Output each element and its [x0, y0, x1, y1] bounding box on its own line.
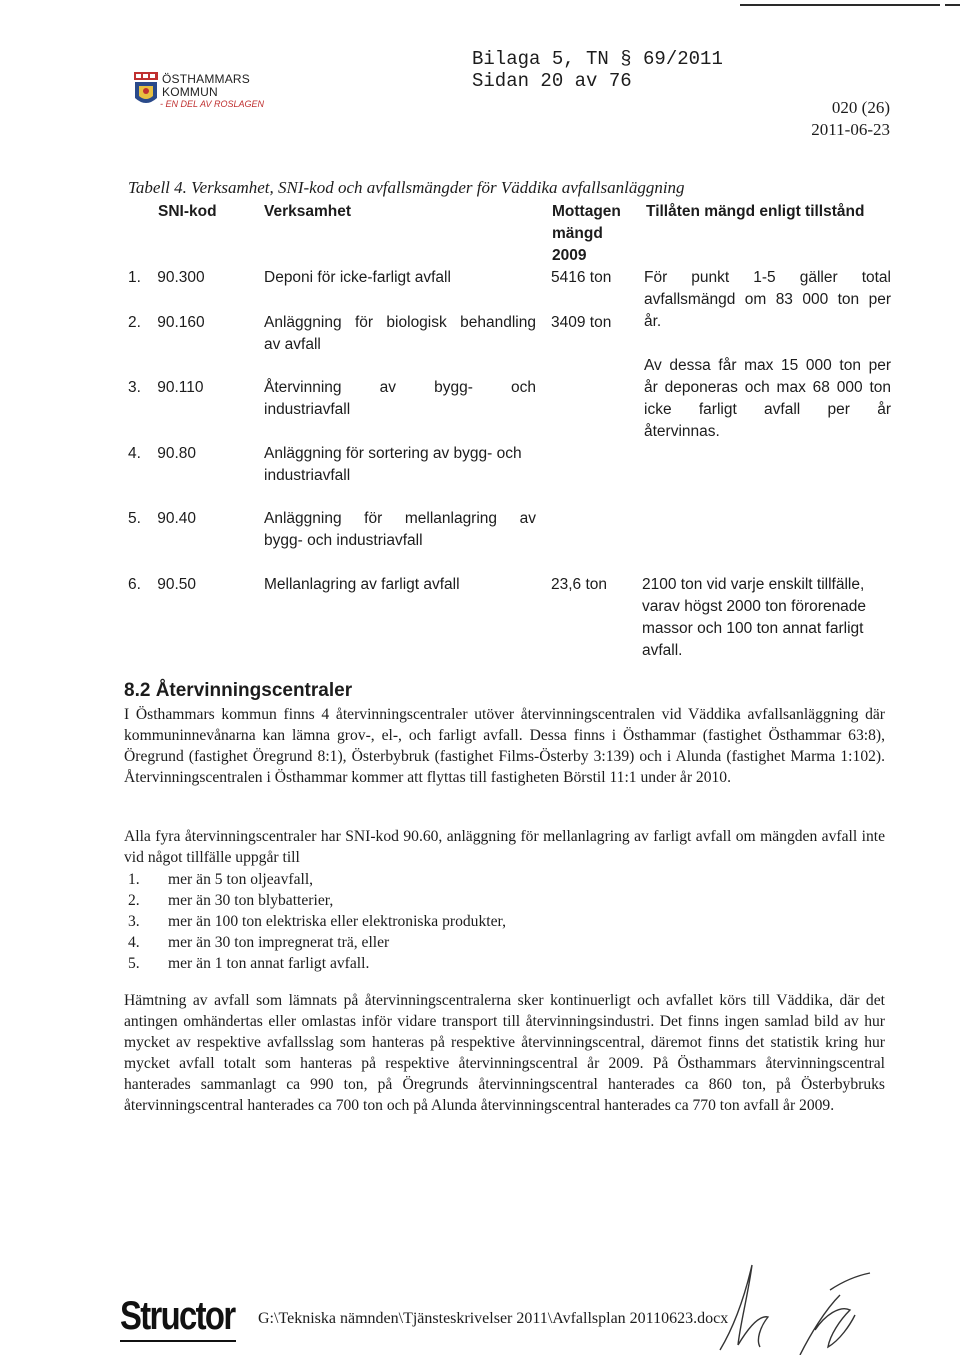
header-mottagen-line1: Mottagen — [552, 203, 621, 220]
activity-line: Mellanlagring av farligt avfall — [264, 576, 460, 593]
list-text: mer än 100 ton elektriska eller elektroniska produkter, — [168, 913, 506, 930]
list-item — [128, 911, 506, 932]
row-number: 5. — [128, 510, 141, 527]
sni-code: 90.40 — [157, 510, 197, 527]
document-reference — [811, 97, 890, 141]
appendix-line: Bilaga 5, TN § 69/2011 — [472, 48, 723, 70]
structor-logo-underline — [120, 1340, 236, 1342]
sni-code: 90.50 — [157, 576, 197, 593]
logo-name — [162, 73, 250, 99]
list-item — [128, 932, 506, 953]
table-row-5-code — [128, 508, 248, 530]
permit-note-hazardous — [642, 574, 892, 662]
list-item — [128, 890, 506, 911]
table-caption: Tabell 4. Verksamhet, SNI-kod och avfallsmängder för Väddika avfallsanläggning — [128, 178, 685, 197]
logo-name-line1: ÖSTHAMMARS — [162, 72, 251, 86]
table-row-5-activity — [264, 508, 536, 552]
list-text: mer än 30 ton impregnerat trä, eller — [168, 934, 390, 951]
note-line: Av dessa får max 15 000 ton per — [644, 357, 891, 374]
sni-code: 90.110 — [157, 379, 204, 396]
header-mottagen-line3: 2009 — [552, 247, 587, 264]
sni-code: 90.300 — [157, 269, 205, 286]
table-row-4-activity — [264, 443, 536, 487]
activity-line: industriavfall — [264, 401, 351, 418]
list-item — [128, 953, 506, 974]
threshold-list — [128, 869, 506, 974]
activity-line: bygg- och industriavfall — [264, 532, 423, 549]
paragraph-centers: I Östhammars kommun finns 4 återvinningscentraler utöver återvinningscentralen vid Väddika avfallsanläggning där kommuninnevånarna kan lämna grov-, el-, och farligt avfall. Dessa finns i Östhammar (fastighet Östhammar 63:8), Öregrund (fastighet Öregrund 8:1), Österbybruk (fastighet Films-Österby 3:139) och i Alunda (fastighet Marma 1:102). Återvinningscentralen i Östhammar kommer att flyttas till fastigheten Börstil 11:1 under år 2010. — [124, 706, 885, 786]
appendix-stamp — [472, 48, 723, 92]
sni-code: 90.160 — [157, 314, 205, 331]
table-row-1-activity — [264, 267, 536, 289]
permit-note-breakdown — [644, 355, 891, 443]
table-row-2-activity — [264, 312, 536, 356]
list-number: 4. — [128, 934, 140, 951]
activity-line: av avfall — [264, 336, 321, 353]
activity-line: Deponi för icke-farligt avfall — [264, 269, 451, 286]
logo-name-line2: KOMMUN — [162, 85, 218, 99]
note-line: varav högst 2000 ton förorenade — [642, 598, 867, 615]
header-verksamhet: Verksamhet — [264, 203, 352, 220]
table-row-6-activity — [264, 574, 536, 596]
file-path: G:\Tekniska nämnden\Tjänsteskrivelser 2011\Avfallsplan 20110623.docx — [258, 1310, 729, 1327]
section-heading: 8.2 Återvinningscentraler — [124, 680, 353, 701]
activity-line: industriavfall — [264, 467, 351, 484]
note-line: avfallsmängd om 83 000 ton per — [644, 291, 891, 308]
table-row-3-activity — [264, 377, 536, 421]
note-line: 2100 ton vid varje enskilt tillfälle, — [642, 576, 865, 593]
list-text: mer än 5 ton oljeavfall, — [168, 871, 314, 888]
table-row-4-code — [128, 443, 248, 465]
note-line: år deponeras och max 68 000 ton — [644, 379, 891, 396]
document-date: 2011-06-23 — [811, 120, 890, 139]
paragraph-sni-code: Alla fyra återvinningscentraler har SNI-kod 90.60, anläggning för mellanlagring av farligt avfall om mängden avfall inte vid något tillfälle uppgår till — [124, 828, 885, 866]
note-line: För punkt 1-5 gäller total — [644, 269, 891, 286]
list-text: mer än 30 ton blybatterier, — [168, 892, 334, 909]
row-number: 1. — [128, 269, 141, 286]
table-row-1-amount: 5416 ton — [551, 269, 612, 286]
permit-note-total — [644, 267, 891, 333]
document-number: 020 (26) — [831, 98, 890, 117]
table-row-2-code — [128, 312, 248, 334]
list-number: 1. — [128, 871, 140, 888]
paragraph-collection: Hämtning av avfall som lämnats på återvinningscentralerna sker kontinuerligt och avfallet körs till Väddika, där det antingen omhändertas eller omlastas inför vidare transport till återvinningsindustri. Det finns ingen samlad bild av hur mycket av respektive avfallsslag som hanteras på respektive återvinningscentral, däremot finns det statistik kring hur mycket avfall totalt som hanteras på respektive återvinningscentral år 2009. På Östhammars återvinningscentral hanterades sammanlagt ca 990 ton, på Öregrunds återvinningscentral hanterades ca 860 ton, på Österbybruks återvinningscentral hanterades ca 700 ton och på Alunda återvinningscentral hanterades ca 770 ton avfall år 2009. — [124, 992, 885, 1114]
header-tillstand: Tillåten mängd enligt tillstånd — [646, 203, 865, 220]
handwritten-initials — [690, 1255, 880, 1355]
list-number: 3. — [128, 913, 140, 930]
activity-line: Anläggning för biologisk behandling — [264, 314, 536, 331]
row-number: 4. — [128, 445, 141, 462]
table-row-1-code — [128, 267, 248, 289]
page-counter: Sidan 20 av 76 — [472, 70, 632, 92]
note-line: massor och 100 ton annat farligt — [642, 620, 864, 637]
row-number: 2. — [128, 314, 141, 331]
sni-code: 90.80 — [157, 445, 197, 462]
note-line: återvinnas. — [644, 423, 720, 440]
list-number: 2. — [128, 892, 140, 909]
list-number: 5. — [128, 955, 140, 972]
list-item — [128, 869, 506, 890]
note-line: år. — [644, 313, 662, 330]
note-line: icke farligt avfall per år — [644, 401, 891, 418]
row-number: 6. — [128, 576, 141, 593]
note-line: avfall. — [642, 642, 683, 659]
activity-line: Återvinning av bygg- och — [264, 379, 536, 396]
structor-logo: Structor — [120, 1294, 235, 1338]
header-sni: SNI-kod — [158, 203, 217, 220]
header-mottagen-line2: mängd — [552, 225, 603, 242]
activity-line: Anläggning för sortering av bygg- och — [264, 445, 522, 462]
logo-slogan: - EN DEL AV ROSLAGEN — [160, 99, 265, 109]
table-row-3-code — [128, 377, 248, 399]
coat-of-arms-icon — [134, 72, 158, 110]
row-number: 3. — [128, 379, 141, 396]
top-rule — [740, 4, 940, 6]
header-mottagen-mangd — [552, 201, 621, 267]
top-rule-end — [945, 4, 960, 6]
activity-line: Anläggning för mellanlagring av — [264, 510, 536, 527]
municipality-logo — [134, 70, 284, 114]
table-row-2-amount: 3409 ton — [551, 314, 612, 331]
table-row-6-code — [128, 574, 248, 596]
table-row-6-amount: 23,6 ton — [551, 576, 608, 593]
list-text: mer än 1 ton annat farligt avfall. — [168, 955, 370, 972]
